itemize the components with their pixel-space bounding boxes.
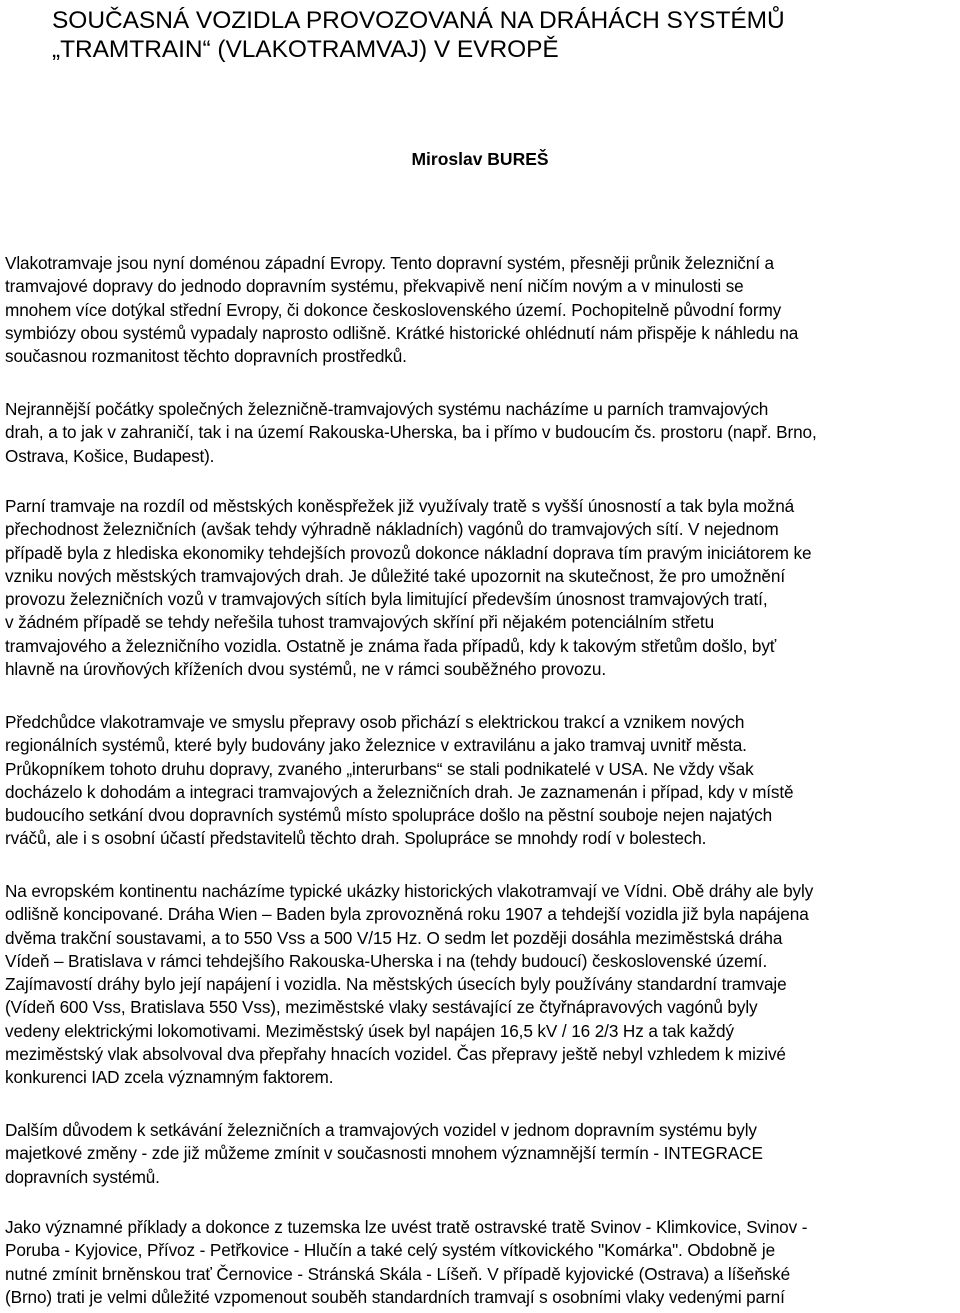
paragraph-examples [5,1216,960,1309]
paragraph-steam-origins [5,398,960,468]
text-line: nutné zmínit brněnskou trať Černovice - Stránská Skála - Líšeň. V případě kyjovické (Ostrava) a líšeňské [5,1263,791,1284]
text-line: dopravních systémů. [5,1166,160,1187]
text-line: dvěma trakční soustavami, a to 550 Vss a 500 V/15 Hz. O sedm let později dosáhla meziměstská dráha [5,927,783,948]
title-line: SOUČASNÁ VOZIDLA PROVOZOVANÁ NA DRÁHÁCH SYSTÉMŮ [52,7,785,34]
paragraph-steam-trams [5,495,960,681]
text-line: odlišně koncipované. Dráha Wien – Baden byla zprovozněná roku 1907 a tehdejší vozidla již byla napájena [5,904,809,925]
text-line: docházelo k dohodám a integraci tramvajových a železničních drah. Je zaznamenán i případ, kdy v místě [5,781,794,802]
text-line: Vídeň – Bratislava v rámci tehdejšího Rakouska-Uherska i na (tehdy budoucí) československé území. [5,950,768,971]
text-line: Ostrava, Košice, Budapest). [5,445,215,466]
title-line: „TRAMTRAIN“ (VLAKOTRAMVAJ) V EVROPĚ [52,36,559,63]
paragraph-intro [5,252,960,368]
text-line: Zajímavostí dráhy bylo její napájení i vozidla. Na městských úsecích byly používány standardní tramvaje [5,974,787,995]
text-line: tramvajové dopravy do jednodo dopravním systému, překvapivě není ničím novým a v minulosti se [5,276,744,297]
text-line: Průkopníkem tohoto druhu dopravy, zvaného „interurbans“ se stali podnikatelé v USA. Ne vždy však [5,758,754,779]
text-line: regionálních systémů, které byly budovány jako železnice v extravilánu a jako tramvaj uvnitř města. [5,735,747,756]
text-line: Vlakotramvaje jsou nyní doménou západní Evropy. Tento dopravní systém, přesněji průnik železniční a [5,253,774,273]
text-line: vzniku nových městských tramvajových drah. Je důležité také upozornit na skutečnost, že pro umožnění [5,565,785,586]
author-name: Miroslav BUREŠ [411,149,549,169]
text-line: (Vídeň 600 Vss, Bratislava 550 Vss), meziměstské vlaky sestávající ze čtyřnápravových vagónů byly [5,997,758,1018]
text-line: budoucího setkání dvou dopravních systémů místo spolupráce došlo na pěstní souboje nejen najatých [5,805,773,826]
text-line: případě byla z hlediska ekonomiky tehdejších provozů dokonce nákladní doprava tím pravým iniciátorem ke [5,542,812,563]
text-line: vedeny elektrickými lokomotivami. Meziměstský úsek byl napájen 16,5 kV / 16 2/3 Hz a tak každý [5,1020,734,1041]
text-line: drah, a to jak v zahraničí, tak i na území Rakouska-Uherska, ba i přímo v budoucím čs. prostoru (např. Brno, [5,422,817,443]
text-line: symbiózy obou systémů vypadaly naprosto odlišně. Krátké historické ohlédnutí nám přispěje k náhledu na [5,322,799,343]
text-line: rváčů, ale i s osobní účastí představitelů těchto drah. Spolupráce se mnohdy rodí v bolestech. [5,828,707,849]
text-line: v žádném případě se tehdy neřešila tuhost tramvajových skříní při nějakém potenciálním střetu [5,612,715,633]
document-title [52,6,952,64]
text-line: tramvajového a železničního vozidla. Ostatně je známa řada případů, kdy k takovým střetům došlo, byť [5,635,777,656]
text-line: (Brno) trati je velmi důležité vzpomenout souběh standardních tramvají s osobními vlaky vedenými parní [5,1286,785,1307]
paragraph-vienna [5,880,960,1090]
text-line: meziměstský vlak absolvoval dva přepřahy hnacích vozidel. Čas přepravy ještě nebyl vzhledem k mizivé [5,1044,786,1065]
text-line: Na evropském kontinentu nacházíme typické ukázky historických vlakotramvají ve Vídni. Obě dráhy ale byly [5,881,814,901]
text-line: přechodnost železničních (avšak tehdy výhradně nákladních) vagónů do tramvajových sítí. V nejednom [5,519,779,540]
text-line: mnohem více dotýkal střední Evropy, či dokonce československého území. Pochopitelně původní formy [5,299,782,320]
text-line: majetkové změny - zde již můžeme zmínit v současnosti mnohem významnější termín - INTEGRACE [5,1143,763,1164]
text-line: Dalším důvodem k setkávání železničních a tramvajových vozidel v jednom dopravním systému byly [5,1120,757,1140]
text-line: Nejrannější počátky společných železničně-tramvajových systému nacházíme u parních tramvajových [5,399,769,419]
text-line: Poruba - Kyjovice, Přívoz - Petřkovice - Hlučín a také celý systém vítkovického "Komárka". Obdobně je [5,1240,776,1261]
text-line: Předchůdce vlakotramvaje ve smyslu přepravy osob přichází s elektrickou trakcí a vznikem nových [5,712,745,732]
text-line: současnou rozmanitost těchto dopravních prostředků. [5,346,407,367]
text-line: Jako významné příklady a dokonce z tuzemska lze uvést tratě ostravské tratě Svinov - Klimkovice, Svinov - [5,1217,808,1237]
paragraph-integration [5,1119,960,1189]
text-line: konkurenci IAD zcela významným faktorem. [5,1067,334,1088]
paragraph-predecessors [5,711,960,851]
text-line: provozu železničních vozů v tramvajových sítích byla limitující především únosnost tramvajových tratí, [5,589,768,610]
text-line: hlavně na úrovňových kříženích dvou systémů, ne v rámci souběžného provozu. [5,659,606,680]
text-line: Parní tramvaje na rozdíl od městských koněspřežek již využívaly tratě s vyšší únosností a tak byla možná [5,496,795,516]
